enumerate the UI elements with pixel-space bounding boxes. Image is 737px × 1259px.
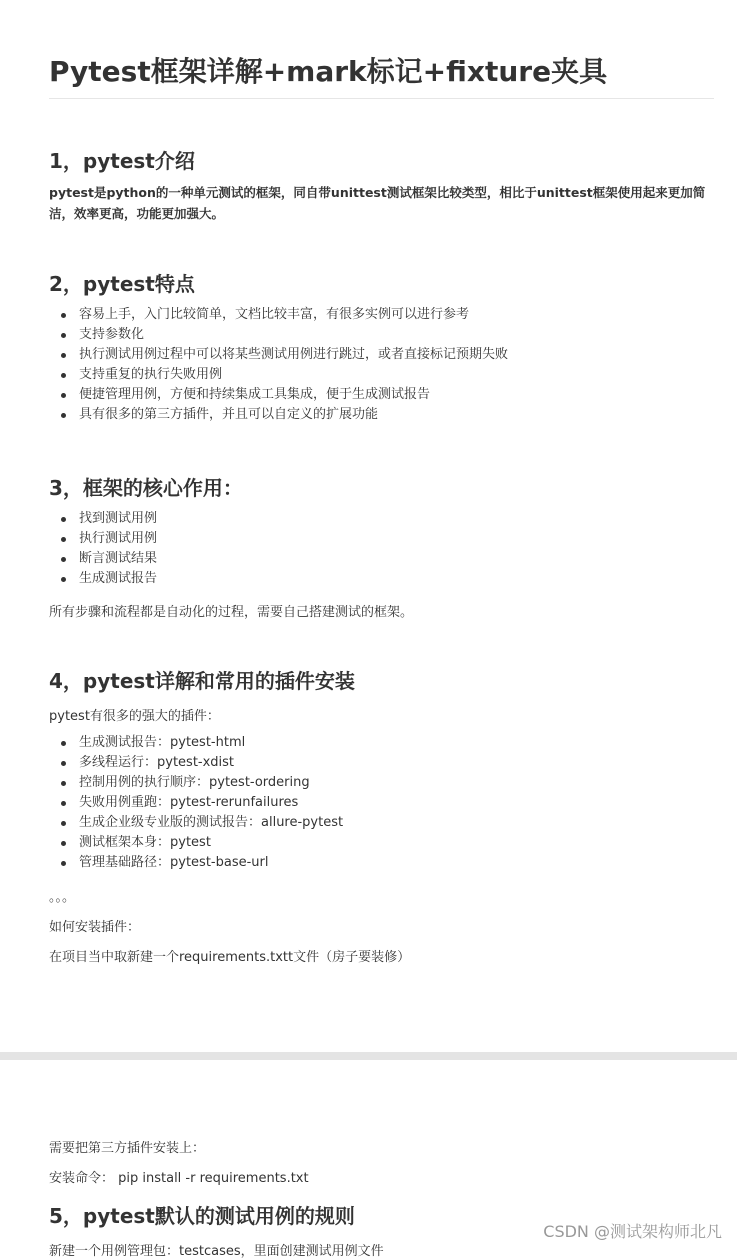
install-label: 如何安装插件： bbox=[49, 920, 141, 935]
list-item: 生成测试报告 bbox=[49, 569, 157, 589]
core-functions-list bbox=[49, 509, 157, 589]
list-item: 支持参数化 bbox=[49, 325, 508, 345]
list-item: 具有很多的第三方插件，并且可以自定义的扩展功能 bbox=[49, 405, 508, 425]
features-list bbox=[49, 305, 508, 425]
install-text: 在项目当中取新建一个requirements.txtt文件（房子要装修） bbox=[49, 950, 411, 965]
list-item: 测试框架本身：pytest bbox=[49, 833, 343, 853]
list-item: 断言测试结果 bbox=[49, 549, 157, 569]
list-item: 管理基础路径：pytest-base-url bbox=[49, 853, 343, 873]
section-4-heading: 4，pytest详解和常用的插件安装 bbox=[49, 669, 355, 693]
list-item: 控制用例的执行顺序：pytest-ordering bbox=[49, 773, 343, 793]
ellipsis-text: 。。。 bbox=[49, 890, 76, 905]
page2-line-1: 需要把第三方插件安装上： bbox=[49, 1141, 206, 1156]
list-item: 生成测试报告：pytest-html bbox=[49, 733, 343, 753]
list-item: 找到测试用例 bbox=[49, 509, 157, 529]
list-item: 容易上手，入门比较简单，文档比较丰富，有很多实例可以进行参考 bbox=[49, 305, 508, 325]
page2-install-command: 安装命令： pip install -r requirements.txt bbox=[49, 1171, 309, 1186]
list-item: 失败用例重跑：pytest-rerunfailures bbox=[49, 793, 343, 813]
list-item: 支持重复的执行失败用例 bbox=[49, 365, 508, 385]
page-separator bbox=[0, 1052, 737, 1060]
section-3-heading: 3，框架的核心作用： bbox=[49, 476, 243, 500]
list-item: 生成企业级专业版的测试报告：allure-pytest bbox=[49, 813, 343, 833]
list-item: 多线程运行：pytest-xdist bbox=[49, 753, 343, 773]
section-4-intro: pytest有很多的强大的插件： bbox=[49, 709, 220, 724]
plugins-list bbox=[49, 733, 343, 873]
section-2-heading: 2，pytest特点 bbox=[49, 272, 195, 296]
page2-line-3: 新建一个用例管理包：testcases，里面创建测试用例文件 bbox=[49, 1244, 384, 1259]
article-title: Pytest框架详解+mark标记+fixture夹具 bbox=[49, 50, 714, 99]
section-5-heading: 5，pytest默认的测试用例的规则 bbox=[49, 1204, 355, 1228]
csdn-watermark: CSDN @测试架构师北凡 bbox=[543, 1222, 722, 1241]
section-1-heading: 1，pytest介绍 bbox=[49, 149, 195, 173]
section-1-intro: pytest是python的一种单元测试的框架，同自带unittest测试框架比较类型，相比于unittest框架使用起来更加简洁，效率更高，功能更加强大。 bbox=[49, 185, 706, 221]
list-item: 便捷管理用例，方便和持续集成工具集成，便于生成测试报告 bbox=[49, 385, 508, 405]
list-item: 执行测试用例过程中可以将某些测试用例进行跳过，或者直接标记预期失败 bbox=[49, 345, 508, 365]
list-item: 执行测试用例 bbox=[49, 529, 157, 549]
section-3-note: 所有步骤和流程都是自动化的过程，需要自己搭建测试的框架。 bbox=[49, 605, 414, 620]
